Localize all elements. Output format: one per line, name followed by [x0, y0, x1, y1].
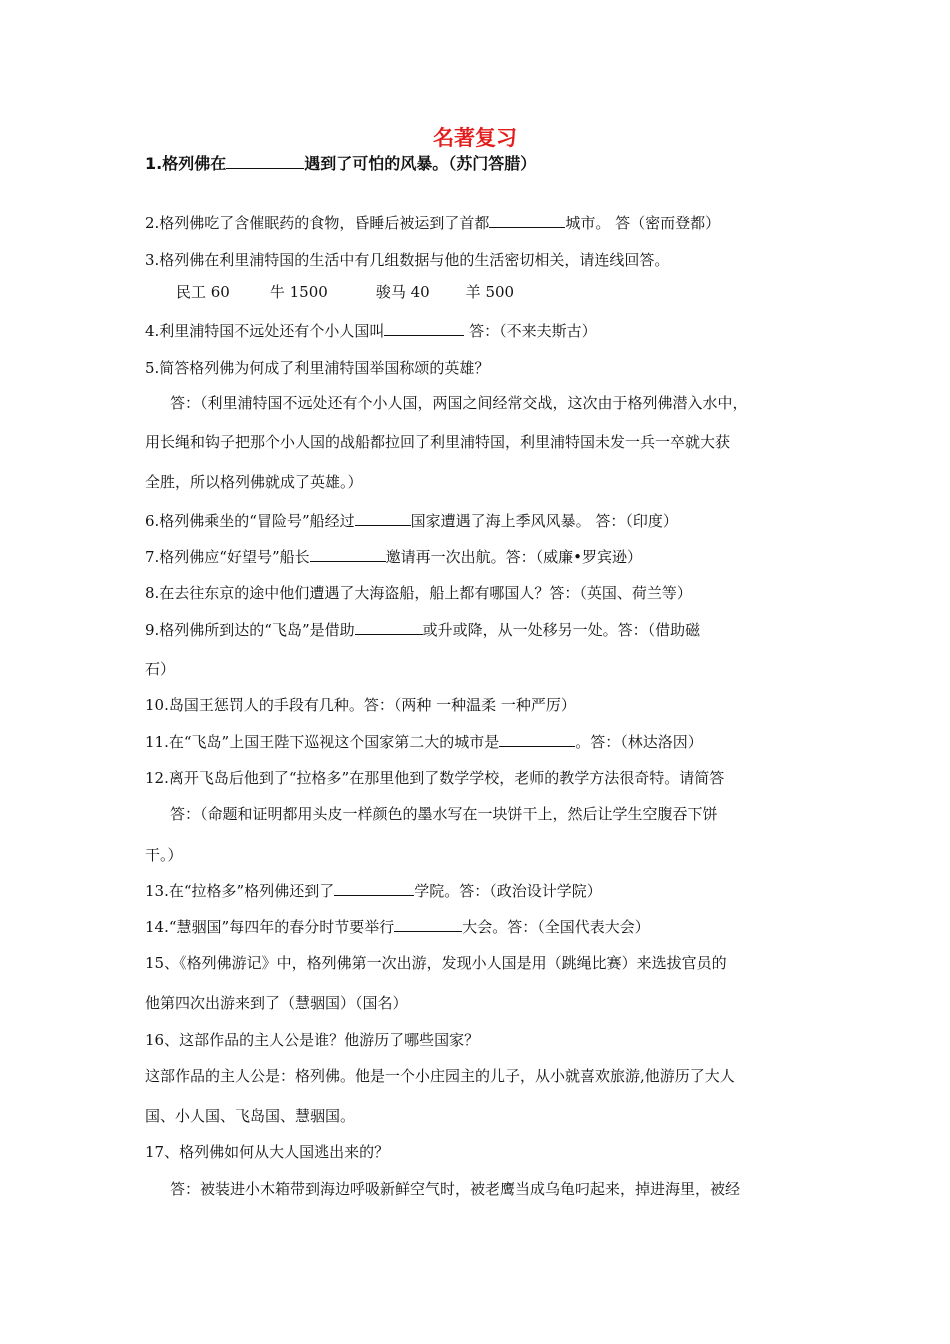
- item-cattle: 牛 1500: [269, 283, 328, 301]
- answer-blank: [384, 321, 464, 336]
- question-14-suffix: 大会。答：（全国代表大会）: [462, 918, 650, 936]
- item-labourers: 民工 60: [176, 283, 230, 301]
- question-10: 10.岛国王惩罚人的手段有几种。答：（两种 一种温柔 一种严厉）: [145, 696, 576, 714]
- answer-16-line-1: 这部作品的主人公是：格列佛。他是一个小庄园主的儿子，从小就喜欢旅游,他游历了大人: [145, 1067, 735, 1085]
- question-15-line-1: 15、《格列佛游记》中，格列佛第一次出游，发现小人国是用（跳绳比赛）来选拔官员的: [145, 954, 727, 972]
- question-7-suffix: 邀请再一次出航。答：（威廉•罗宾逊）: [385, 548, 643, 566]
- question-16: 16、这部作品的主人公是谁？他游历了哪些国家？: [145, 1031, 480, 1049]
- question-3-items: [176, 282, 514, 302]
- question-13-prefix: 13.在“拉格多”格列佛还到了: [145, 882, 335, 900]
- question-11-prefix: 11.在“飞岛”上国王陛下巡视这个国家第二大的城市是: [145, 733, 500, 751]
- question-9-suffix: 或升或降，从一处移另一处。答：（借助磁: [422, 621, 701, 639]
- answer-blank: [334, 881, 414, 896]
- question-1-prefix: 1.格列佛在: [145, 154, 227, 173]
- answer-5-line-3: 全胜，所以格列佛就成了英雄。）: [145, 473, 363, 491]
- question-6-suffix: 国家遭遇了海上季风风暴。 答：（印度）: [410, 512, 678, 530]
- question-9-prefix: 9.格列佛所到达的“飞岛”是借助: [145, 621, 355, 639]
- question-17: 17、格列佛如何从大人国逃出来的？: [145, 1143, 390, 1161]
- question-6-prefix: 6.格列佛乘坐的“冒险号”船经过: [145, 512, 355, 530]
- answer-12-line-1: 答：（命题和证明都用头皮一样颜色的墨水写在一块饼干上，然后让学生空腹吞下饼: [170, 805, 718, 823]
- answer-blank: [394, 917, 462, 932]
- question-2-prefix: 2.格列佛吃了含催眠药的食物，昏睡后被运到了首都: [145, 214, 490, 232]
- answer-5-line-1: 答：（利里浦特国不远处还有个小人国，两国之间经常交战，这次由于格列佛潜入水中，: [170, 394, 748, 412]
- question-5: 5.简答格列佛为何成了利里浦特国举国称颂的英雄？: [145, 359, 490, 377]
- question-13: [145, 881, 602, 901]
- question-11: [145, 732, 703, 752]
- question-14: [145, 917, 650, 937]
- question-15-line-2: 他第四次出游来到了（慧骃国）（国名）: [145, 994, 408, 1012]
- question-4-suffix: 答：（不来夫斯古）: [464, 322, 597, 340]
- answer-blank: [499, 732, 575, 747]
- answer-blank: [355, 511, 411, 526]
- question-6: [145, 511, 678, 531]
- question-2: [145, 213, 720, 233]
- item-horses: 骏马 40: [375, 283, 430, 301]
- question-13-suffix: 学院。答：（政治设计学院）: [414, 882, 602, 900]
- answer-17-line-1: 答：被装进小木箱带到海边呼吸新鲜空气时，被老鹰当成乌龟叼起来，掉进海里，被经: [170, 1180, 741, 1198]
- question-9-line-2: 石）: [145, 660, 176, 678]
- answer-16-line-2: 国、小人国、飞岛国、慧骃国。: [145, 1107, 356, 1125]
- question-9: [145, 620, 700, 640]
- page-title: 名著复习: [433, 126, 517, 150]
- answer-blank: [489, 213, 565, 228]
- question-7-prefix: 7.格列佛应“好望号”船长: [145, 548, 310, 566]
- question-7: [145, 547, 642, 567]
- question-12: 12.离开飞岛后他到了“拉格多”在那里他到了数学学校，老师的教学方法很奇特。请简答: [145, 769, 725, 787]
- answer-blank: [226, 154, 304, 169]
- question-4-prefix: 4.利里浦特国不远处还有个小人国叫: [145, 322, 385, 340]
- question-11-suffix: 。答：（林达洛因）: [575, 733, 703, 751]
- answer-blank: [355, 620, 423, 635]
- answer-blank: [310, 547, 386, 562]
- answer-12-line-2: 干。）: [145, 846, 183, 864]
- question-2-suffix: 城市。 答（密而登都）: [565, 214, 721, 232]
- question-4: [145, 321, 597, 341]
- question-3: 3.格列佛在利里浦特国的生活中有几组数据与他的生活密切相关，请连线回答。: [145, 251, 670, 269]
- answer-5-line-2: 用长绳和钩子把那个小人国的战船都拉回了利里浦特国，利里浦特国未发一兵一卒就大获: [145, 433, 731, 451]
- question-1: [145, 154, 536, 174]
- question-1-suffix: 遇到了可怕的风暴。（苏门答腊）: [304, 154, 537, 173]
- question-8: 8.在去往东京的途中他们遭遇了大海盗船，船上都有哪国人？答：（英国、荷兰等）: [145, 584, 692, 602]
- item-sheep: 羊 500: [465, 283, 515, 301]
- question-14-prefix: 14.“慧骃国”每四年的春分时节要举行: [145, 918, 395, 936]
